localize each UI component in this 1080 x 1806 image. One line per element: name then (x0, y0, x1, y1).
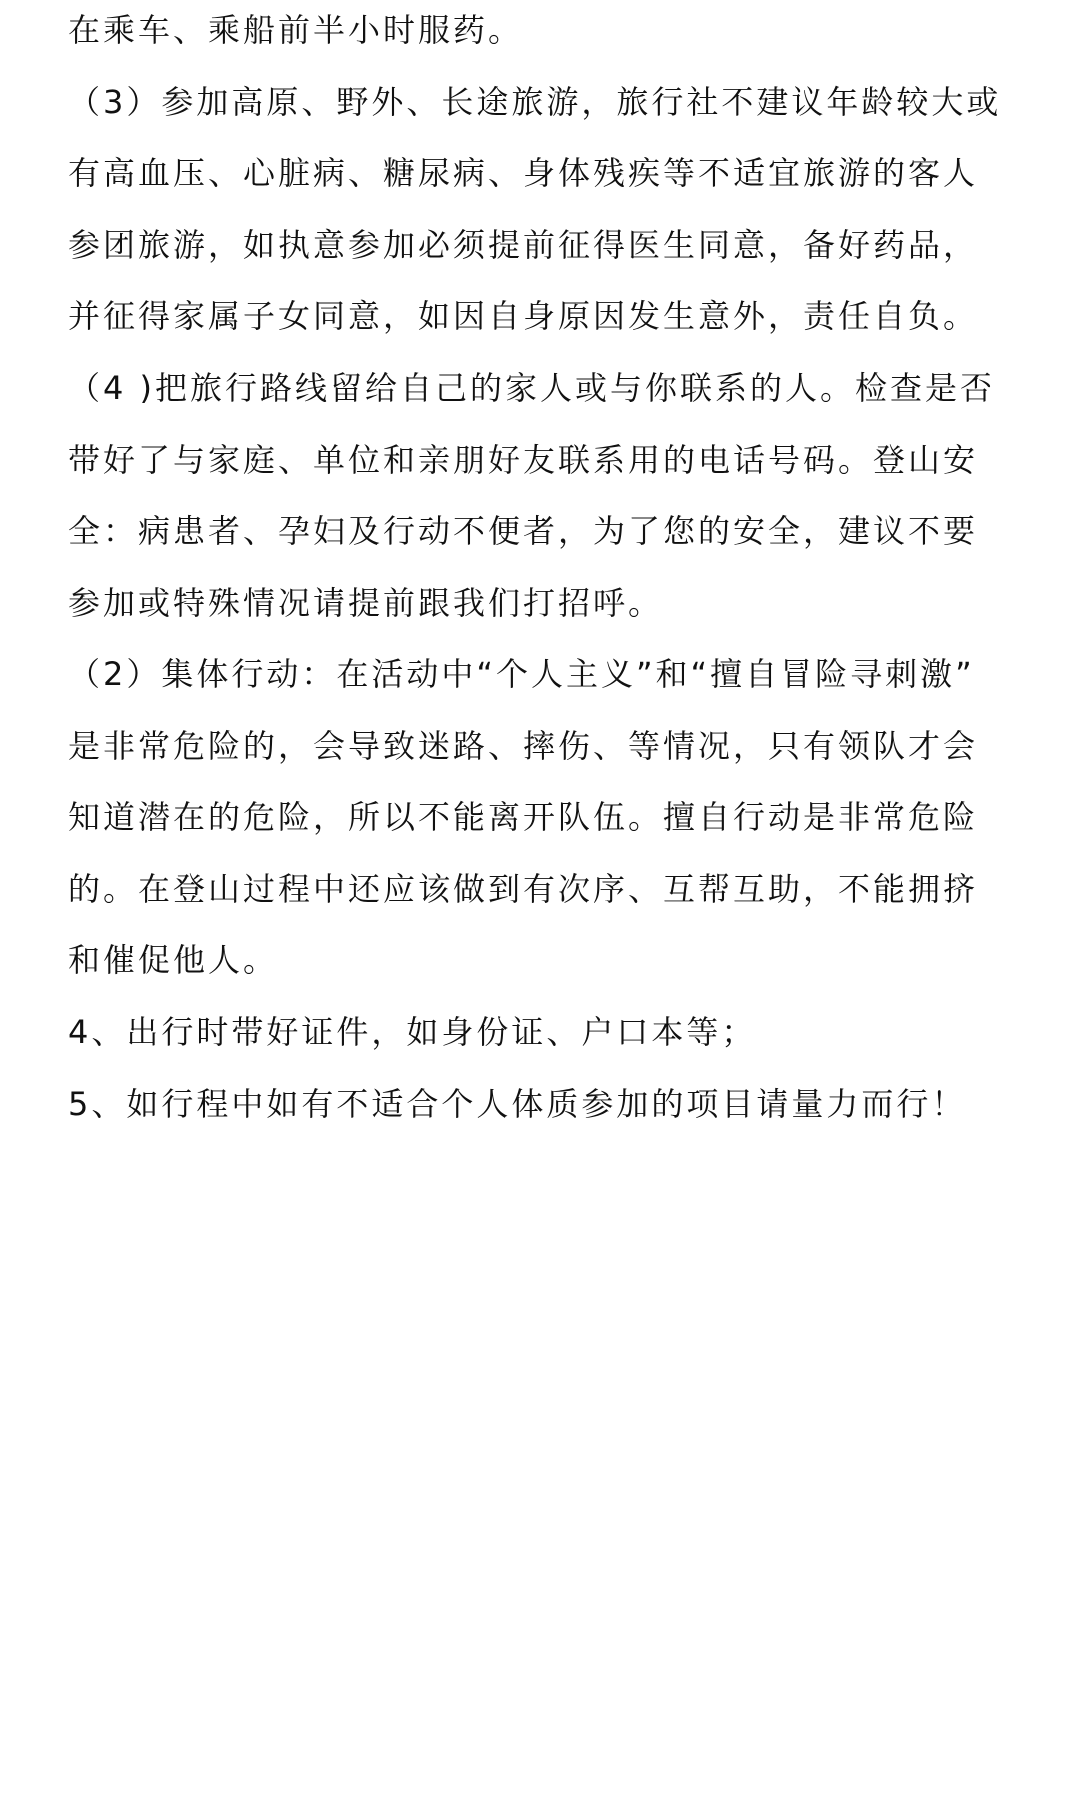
text-line: 和催促他人。 (68, 941, 279, 979)
text-line: （2）集体行动：在活动中“个人主义”和“擅自冒险寻刺激” (68, 655, 975, 693)
text-line: 是非常危险的，会导致迷路、摔伤、等情况，只有领队才会 (68, 727, 979, 765)
text-line: 并征得家属子女同意，如因自身原因发生意外，责任自负。 (68, 297, 979, 335)
text-line: （4 )把旅行路线留给自己的家人或与你联系的人。检查是否 (68, 369, 996, 407)
text-line: 知道潜在的危险，所以不能离开队伍。擅自行动是非常危险 (68, 798, 979, 836)
text-line: 5、如行程中如有不适合个人体质参加的项目请量力而行！ (68, 1085, 967, 1123)
text-line: 4、出行时带好证件，如身份证、户口本等； (68, 1013, 757, 1051)
text-line: 参加或特殊情况请提前跟我们打招呼。 (68, 584, 664, 622)
text-line: 的。在登山过程中还应该做到有次序、互帮互助，不能拥挤 (68, 870, 979, 908)
text-line: 带好了与家庭、单位和亲朋好友联系用的电话号码。登山安 (68, 441, 979, 479)
text-line: 有高血压、心脏病、糖尿病、身体残疾等不适宜旅游的客人 (68, 154, 979, 192)
text-line: 全：病患者、孕妇及行动不便者，为了您的安全，建议不要 (68, 512, 979, 550)
text-line: （3）参加高原、野外、长途旅游，旅行社不建议年龄较大或 (68, 83, 1002, 121)
text-line: 在乘车、乘船前半小时服药。 (68, 11, 524, 49)
text-line: 参团旅游，如执意参加必须提前征得医生同意，备好药品， (68, 226, 979, 264)
